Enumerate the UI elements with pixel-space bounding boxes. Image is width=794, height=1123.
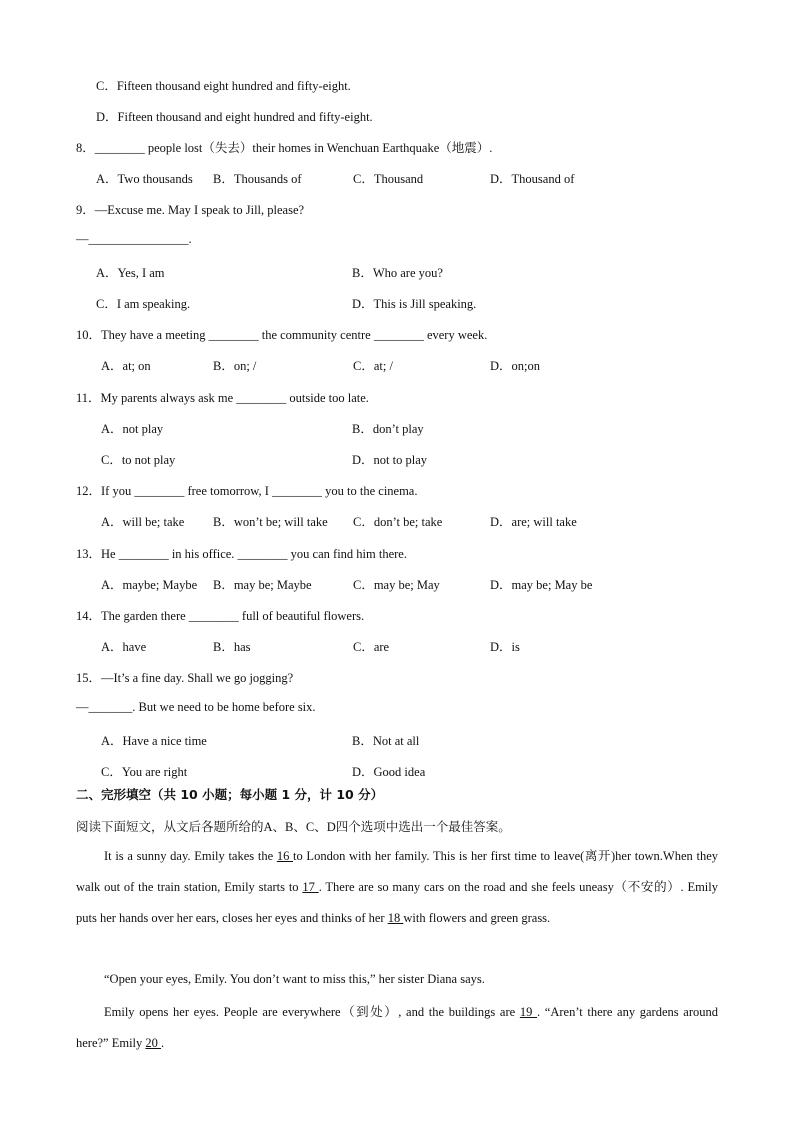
answer-option: B．Who are you? xyxy=(352,266,443,280)
blank-16: 16 xyxy=(276,849,294,863)
answer-option: D．are; will take xyxy=(490,515,577,529)
answer-option: D．not to play xyxy=(352,453,427,467)
answer-option: D．Good idea xyxy=(352,765,426,779)
answer-option: A．will be; take xyxy=(101,515,185,529)
answer-option: D．Thousand of xyxy=(490,172,575,186)
passage-text: . There are so many cars on the road and she feels uneasy（不安的）. Emily puts her hands over her ears, closes her eyes and thinks of her xyxy=(76,880,718,925)
question-stem: —_______. But we need to be home before six. xyxy=(76,700,316,714)
answer-option: C．don’t be; take xyxy=(353,515,443,529)
passage-paragraph-3 xyxy=(76,997,718,1059)
answer-option: A．Yes, I am xyxy=(96,266,165,280)
answer-option: C．to not play xyxy=(101,453,176,467)
answer-option: B．may be; Maybe xyxy=(213,578,312,592)
answer-option: B．Thousands of xyxy=(213,172,302,186)
question-stem: 15．—It’s a fine day. Shall we go jogging? xyxy=(76,671,294,685)
question-stem: 9．—Excuse me. May I speak to Jill, please? xyxy=(76,203,305,217)
answer-option: C．may be; May xyxy=(353,578,440,592)
answer-option: D．is xyxy=(490,640,520,654)
section-instruction: 阅读下面短文，从文后各题所给的A、B、C、D四个选项中选出一个最佳答案。 xyxy=(76,820,511,834)
answer-option: A．not play xyxy=(101,422,164,436)
answer-option: D．may be; May be xyxy=(490,578,593,592)
question-stem: 8．________ people lost（失去）their homes in Wenchuan Earthquake（地震）. xyxy=(76,141,493,155)
question-stem: —________________. xyxy=(76,232,192,246)
passage-text: to London with her family. This is her first time to leave(离开)her town.When they walk out of the train station, Emily starts to xyxy=(76,849,718,894)
answer-option: B．has xyxy=(213,640,251,654)
answer-option: D．on;on xyxy=(490,359,541,373)
blank-20: 20 xyxy=(145,1036,162,1050)
passage-text: It is a sunny day. Emily takes the xyxy=(104,849,277,863)
answer-option: A．at; on xyxy=(101,359,151,373)
passage-text: Emily opens her eyes. People are everywhere（到处）, and the buildings are xyxy=(104,1005,520,1019)
blank-19: 19 xyxy=(519,1005,537,1019)
question-stem: 14．The garden there ________ full of beautiful flowers. xyxy=(76,609,365,623)
answer-option: B．don’t play xyxy=(352,422,424,436)
blank-17: 17 xyxy=(302,880,319,894)
passage-paragraph-2: “Open your eyes, Emily. You don’t want to miss this,” her sister Diana says. xyxy=(104,972,485,986)
passage-paragraph-1 xyxy=(76,841,718,934)
blank-18: 18 xyxy=(387,911,404,925)
answer-option: D．Fifteen thousand and eight hundred and fifty-eight. xyxy=(96,110,373,124)
question-stem: 11．My parents always ask me ________ outside too late. xyxy=(76,391,369,405)
answer-option: A．have xyxy=(101,640,147,654)
passage-text: with flowers and green grass. xyxy=(403,911,551,925)
answer-option: A．Have a nice time xyxy=(101,734,207,748)
section-heading: 二、完形填空（共 10 小题；每小题 1 分，计 10 分） xyxy=(76,787,384,802)
question-stem: 12．If you ________ free tomorrow, I ________ you to the cinema. xyxy=(76,484,418,498)
passage-text: . xyxy=(161,1036,165,1050)
answer-option: C．You are right xyxy=(101,765,188,779)
answer-option: A．maybe; Maybe xyxy=(101,578,198,592)
question-stem: 13．He ________ in his office. ________ you can find him there. xyxy=(76,547,407,561)
passage-text: . “Aren’t there any gardens around here?” Emily xyxy=(76,1005,719,1050)
question-stem: 10．They have a meeting ________ the community centre ________ every week. xyxy=(76,328,488,342)
answer-option: A．Two thousands xyxy=(96,172,193,186)
answer-option: B．won’t be; will take xyxy=(213,515,328,529)
answer-option: C．at; / xyxy=(353,359,393,373)
answer-option: C．Thousand xyxy=(353,172,424,186)
answer-option: C．are xyxy=(353,640,390,654)
answer-option: B．Not at all xyxy=(352,734,420,748)
answer-option: B．on; / xyxy=(213,359,257,373)
answer-option: C．I am speaking. xyxy=(96,297,191,311)
answer-option: C．Fifteen thousand eight hundred and fifty-eight. xyxy=(96,79,351,93)
answer-option: D．This is Jill speaking. xyxy=(352,297,477,311)
